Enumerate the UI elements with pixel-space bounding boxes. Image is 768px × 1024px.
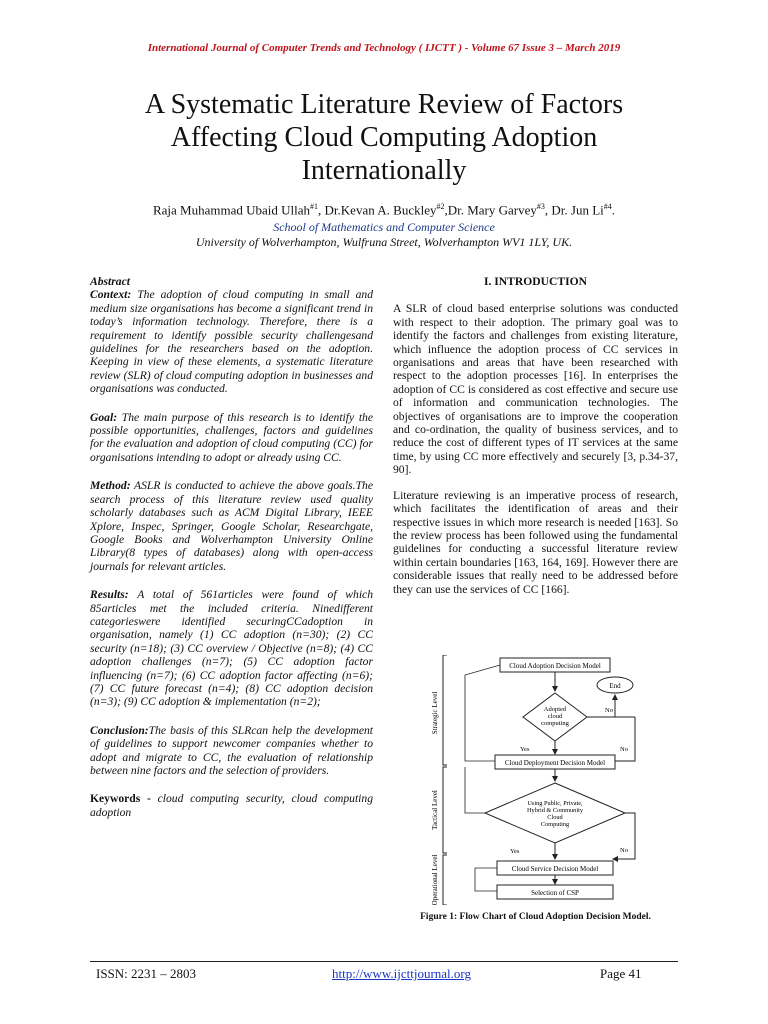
intro-paragraph-1: A SLR of cloud based enterprise solutions was conducted with respect to their adoption. The primary goal was to identify the factors and challenges from existing literature, which influence the adoption process of CC services in organisations and areas that have been researched with respect to the adoption processes [16]. In enterprises the adoption of CC is considered as cost effective and secure use of information and communication technologies. The objectives of organisations are to improve the cooperation and co-ordination, the quality of business services, and to reduce the cost of different types of IT services at the same time, by using CC more effectively and securely [3, p.34-37, 90]. [393,302,678,477]
footer-issn: ISSN: 2231 – 2803 [96,966,197,981]
method-label: Method: [90,479,131,493]
affiliation-school: School of Mathematics and Computer Science [273,220,495,234]
end-label: End [609,682,621,690]
figure-caption: Figure 1: Flow Chart of Cloud Adoption Decision Model. [420,912,651,922]
author-name: Dr.Kevan A. Buckley [324,202,437,218]
author-name: Dr. Mary Garvey [447,202,537,218]
footer-rule [90,961,678,962]
conclusion-text: The basis of this SLRcan help the development of guidelines to support newcomer companies whether to adopt and migrate to CC, the evaluation of relationship between nine factors and the selection of providers. [90,723,373,777]
flowchart-figure [425,655,650,905]
box-adoption-model-label: Cloud Adoption Decision Model [509,662,601,670]
author-sup: #3 [536,202,545,211]
no-label-2: No [620,847,628,854]
footer-journal-link[interactable]: http://www.ijcttjournal.org [332,966,472,981]
box-service-model-label: Cloud Service Decision Model [511,865,599,873]
diamond1-line: cloud [547,713,563,720]
operational-bracket [443,855,447,905]
level-operational: Operational Level [431,854,439,905]
author-sup: #2 [436,202,445,211]
author-list: Raja Muhammad Ubaid Ullah$^{\#1}$, Dr.Kevan A. Buckley$^{\#2}$,Dr. Mary Garvey$^{\#3}$, Dr. Jun Li$^{\#4}$. [152,202,616,218]
context-label: Context: [90,288,132,302]
goal-text: The main purpose of this research is to identify the possible opportunities, challenges, factors and guidelines for the evaluation and adoption of cloud computing (CC) for organisations intending to adopt or already using CC. [90,410,373,464]
diamond1-line: computing [541,720,569,727]
abstract-heading: Abstract [90,275,130,288]
introduction-column [393,275,678,608]
diamond2-line: Computing [540,821,570,828]
flowchart-svg [425,655,650,905]
level-tactical: Tactical Level [431,790,439,830]
context-text: The adoption of cloud computing in small and medium size organisations has become a significant trend in today’s information technology. Therefore, there is a requirement to identify possible security challengesand guidelines for the researchers based on the adoption. Keeping in view of these elements, a systematic literature review (SLR) of cloud computing adoption in businesses and organisations was conducted. [90,288,373,396]
keywords-text: cloud computing security, cloud computing adoption [90,792,373,819]
tactical-bracket [443,767,447,853]
conclusion-label: Conclusion: [90,723,149,737]
affiliation-university: University of Wolverhampton, Wulfruna Street, Wolverhampton WV1 1LY, UK. [195,235,573,249]
intro-paragraph-2: Literature reviewing is an imperative process of research, which facilitates the identification of areas and their respective issues in which more research is needed [163]. So the review process has been followed using the fundamental guidelines for conducting a successful literature review within certain boundaries [163, 164, 169]. However there are considerable issues that really need to be addressed before they can use the services of CC [166]. [393,488,678,596]
box-select-csp-label: Selection of CSP [531,889,579,897]
strategic-bracket [443,655,447,765]
no-label-1: No [620,746,628,753]
goal-label: Goal: [90,410,118,424]
no-label-top: No [605,707,613,714]
diamond2-line: Cloud [547,814,563,821]
diamond2-line: Hybrid & Community [527,807,583,814]
results-text: A total of 561articles were found of which 85articles met the included criteria. Ninedifferent categorieswere identified securingCCadoption in organisation, namely (1) CC adoption (n=30); (2) CC security (n=18); (3) CC overview / Objective (n=8); (4) CC adoption challenges (n=7); (5) CC adoption factor influencing (n=7); (6) CC adoption factor affecting (n=6); (7) CC future forecast (n=4); (8) CC adoption decision (n=3); (9) CC adoption & implementation (n=2); [90,588,373,709]
yes-label-2: Yes [510,848,520,855]
author-sup: #4 [603,202,612,211]
diamond1-line: Adopted [543,706,567,713]
author-name: Dr. Jun Li [551,202,604,218]
level-strategic: Strategic Level [431,691,439,735]
section-heading-introduction: I. INTRODUCTION [483,275,588,288]
results-label: Results: [90,588,129,602]
box-deployment-model-label: Cloud Deployment Decision Model [504,759,606,767]
method-text: ASLR is conducted to achieve the above goals.The search process of this literature review used quality scholarly databases such as ACM Digital Library, IEEE Xplore, Inspec, Springer, Google Scholar, Researchgate, Google Books and Wolverhampton University Online Library(8 types of databases) along with open-access journals for relevant articles. [90,479,373,573]
diamond2-line: Using Public, Private, [527,800,583,807]
author-name: Raja Muhammad Ubaid Ullah [152,202,311,218]
author-sup: #1 [310,202,319,211]
paper-title: A Systematic Literature Review of Factors Affecting Cloud Computing Adoption Internationally [144,89,624,186]
yes-label-1: Yes [520,746,530,753]
keywords-label: Keywords - [90,792,151,806]
footer-page-number: Page 41 [600,966,642,981]
journal-header: International Journal of Computer Trends and Technology ( IJCTT ) - Volume 67 Issue 3 – March 2019 [147,42,621,54]
abstract-column [90,275,373,834]
